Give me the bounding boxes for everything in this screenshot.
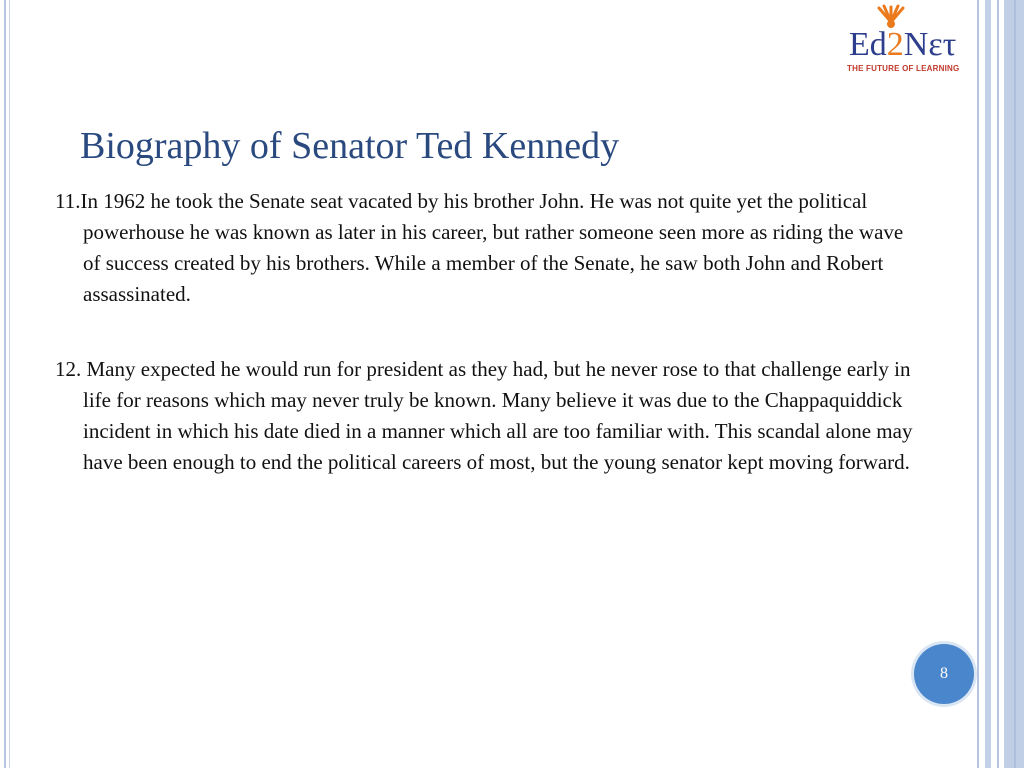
logo-wordmark: Ed2Nετ: [849, 26, 957, 63]
ed2net-logo: [845, 4, 975, 76]
frame-line-right-outer: [997, 0, 999, 768]
page-number-badge: [914, 644, 974, 704]
list-item: 11.In 1962 he took the Senate seat vacated by his brother John. He was not quite yet the political powerhouse he was known as later in his career, but rather someone seen more as riding the wave of success created by his brothers. While a member of the Senate, he saw both John and Robert assassinated.: [55, 189, 904, 306]
logo-tagline: THE FUTURE OF LEARNING: [847, 64, 960, 73]
frame-band-right: [985, 0, 991, 768]
slide-title: Biography of Senator Ted Kennedy: [80, 125, 620, 167]
slide-body: [55, 186, 915, 478]
list-item: 12. Many expected he would run for president as they had, but he never rose to that challenge early in life for reasons which may never truly be known. Many believe it was due to the Chappaquiddick incident in which his date died in a manner which all are too familiar with. This scandal alone may have been enough to end the political careers of most, but the young senator kept moving forward.: [55, 357, 913, 474]
page-number: 8: [940, 665, 948, 682]
frame-line-left-inner: [9, 0, 10, 768]
frame-line-right: [977, 0, 979, 768]
frame-line-left: [4, 0, 6, 768]
frame-line-edge: [1014, 0, 1016, 768]
